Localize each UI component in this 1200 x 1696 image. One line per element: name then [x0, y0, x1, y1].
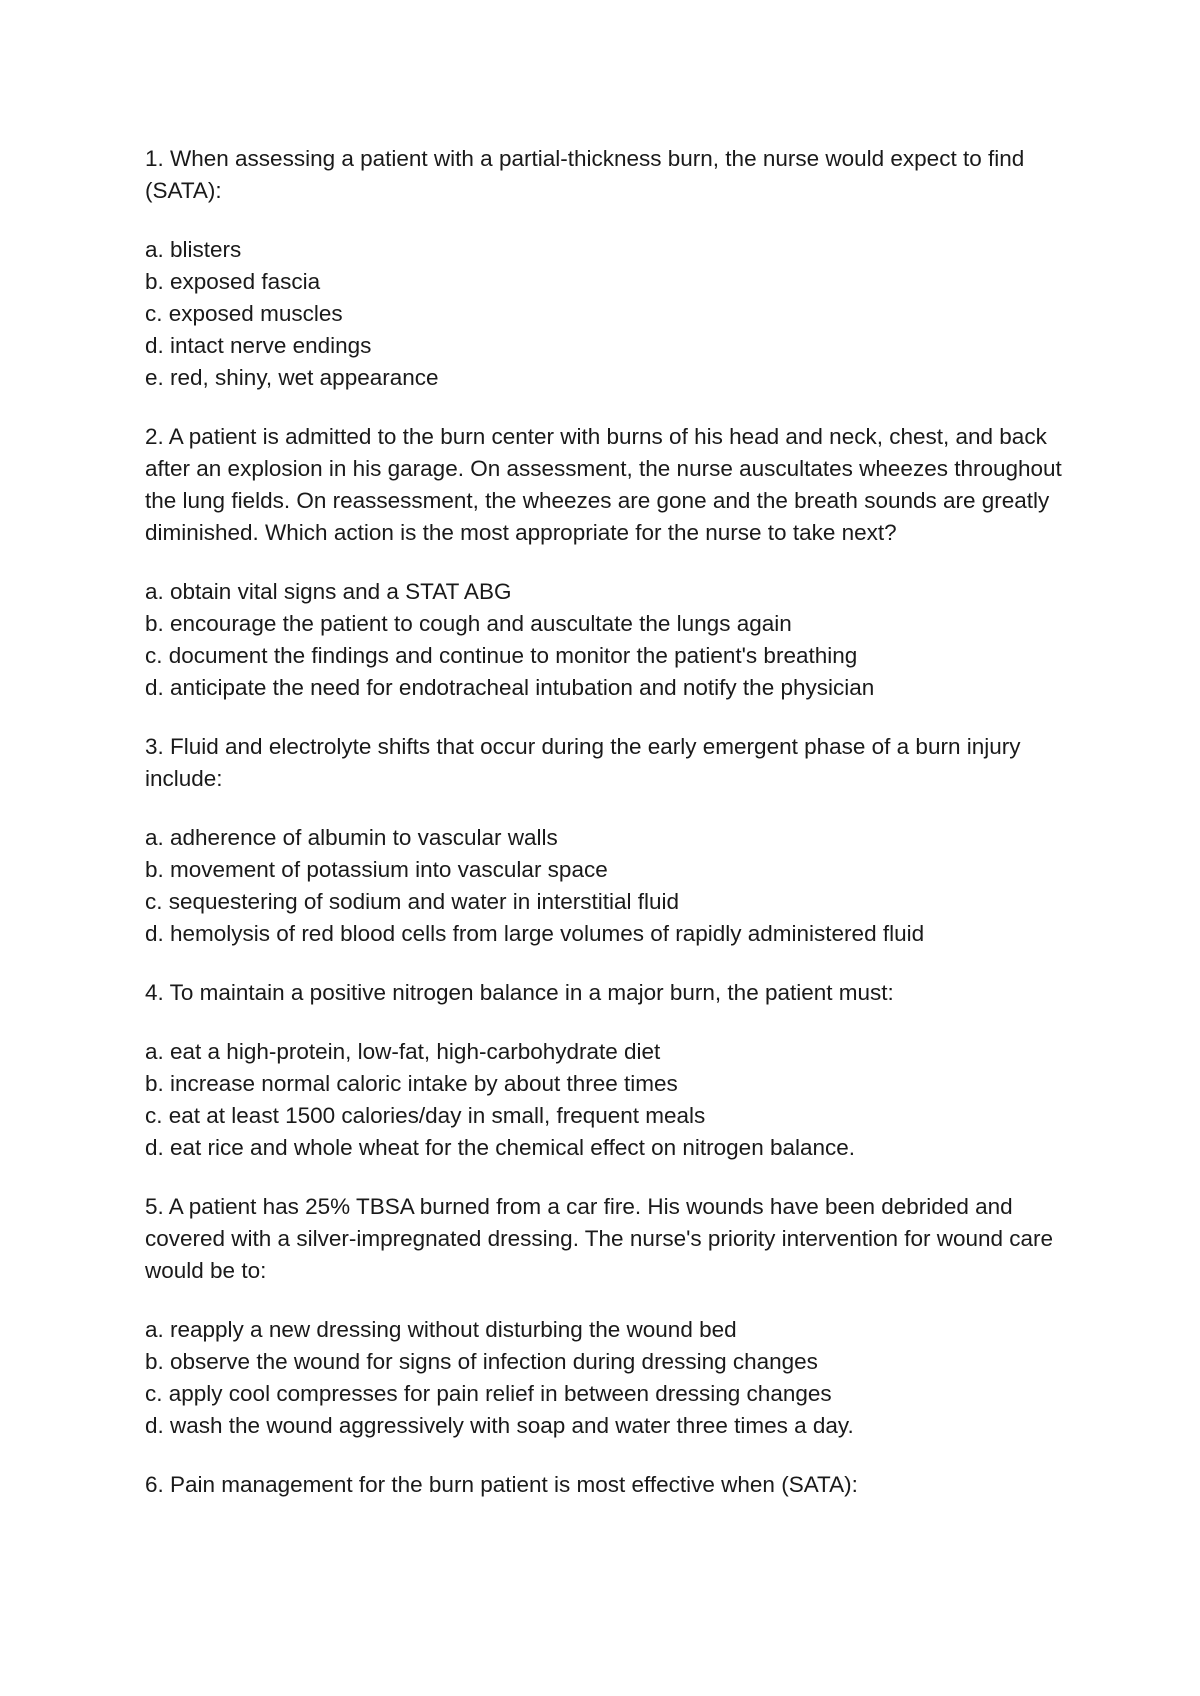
- question-4-options: [145, 1036, 1075, 1164]
- question-2-option-b: b. encourage the patient to cough and auscultate the lungs again: [145, 611, 792, 636]
- question-1-text: 1. When assessing a patient with a partial-thickness burn, the nurse would expect to find (SATA):: [145, 146, 1025, 203]
- question-4-option-a: a. eat a high-protein, low-fat, high-carbohydrate diet: [145, 1039, 661, 1064]
- question-1-option-c: c. exposed muscles: [145, 301, 343, 326]
- question-4-option-b: b. increase normal caloric intake by about three times: [145, 1071, 678, 1096]
- question-3-option-d: d. hemolysis of red blood cells from large volumes of rapidly administered fluid: [145, 921, 925, 946]
- question-5-option-a: a. reapply a new dressing without disturbing the wound bed: [145, 1317, 737, 1342]
- question-5-option-b: b. observe the wound for signs of infection during dressing changes: [145, 1349, 818, 1374]
- question-5-option-c: c. apply cool compresses for pain relief in between dressing changes: [145, 1381, 832, 1406]
- question-2-text: 2. A patient is admitted to the burn center with burns of his head and neck, chest, and back after an explosion in his garage. On assessment, the nurse auscultates wheezes throughout the lung fields. On reassessment, the wheezes are gone and the breath sounds are greatly diminished. Which action is the most appropriate for the nurse to take next?: [145, 424, 1062, 545]
- question-3-options: [145, 822, 1075, 950]
- question-6-text: 6. Pain management for the burn patient is most effective when (SATA):: [145, 1472, 858, 1497]
- question-5-options: [145, 1314, 1075, 1442]
- question-2-options: [145, 576, 1075, 704]
- question-4-option-d: d. eat rice and whole wheat for the chemical effect on nitrogen balance.: [145, 1135, 856, 1160]
- question-2-option-c: c. document the findings and continue to monitor the patient's breathing: [145, 643, 858, 668]
- question-2-option-a: a. obtain vital signs and a STAT ABG: [145, 579, 512, 604]
- question-1-options: [145, 234, 1075, 394]
- question-1-option-b: b. exposed fascia: [145, 269, 321, 294]
- question-5-option-d: d. wash the wound aggressively with soap and water three times a day.: [145, 1413, 854, 1438]
- question-1-option-a: a. blisters: [145, 237, 242, 262]
- question-4-option-c: c. eat at least 1500 calories/day in small, frequent meals: [145, 1103, 706, 1128]
- document-page: [145, 143, 1075, 1501]
- question-5-text: 5. A patient has 25% TBSA burned from a car fire. His wounds have been debrided and covered with a silver-impregnated dressing. The nurse's priority intervention for wound care would be to:: [145, 1194, 1054, 1283]
- question-2-option-d: d. anticipate the need for endotracheal intubation and notify the physician: [145, 675, 875, 700]
- question-1-option-d: d. intact nerve endings: [145, 333, 372, 358]
- question-4-text: 4. To maintain a positive nitrogen balance in a major burn, the patient must:: [145, 980, 894, 1005]
- question-3-option-c: c. sequestering of sodium and water in interstitial fluid: [145, 889, 680, 914]
- question-3-option-b: b. movement of potassium into vascular space: [145, 857, 608, 882]
- question-1-option-e: e. red, shiny, wet appearance: [145, 365, 439, 390]
- question-3-text: 3. Fluid and electrolyte shifts that occur during the early emergent phase of a burn injury include:: [145, 734, 1021, 791]
- question-3-option-a: a. adherence of albumin to vascular walls: [145, 825, 558, 850]
